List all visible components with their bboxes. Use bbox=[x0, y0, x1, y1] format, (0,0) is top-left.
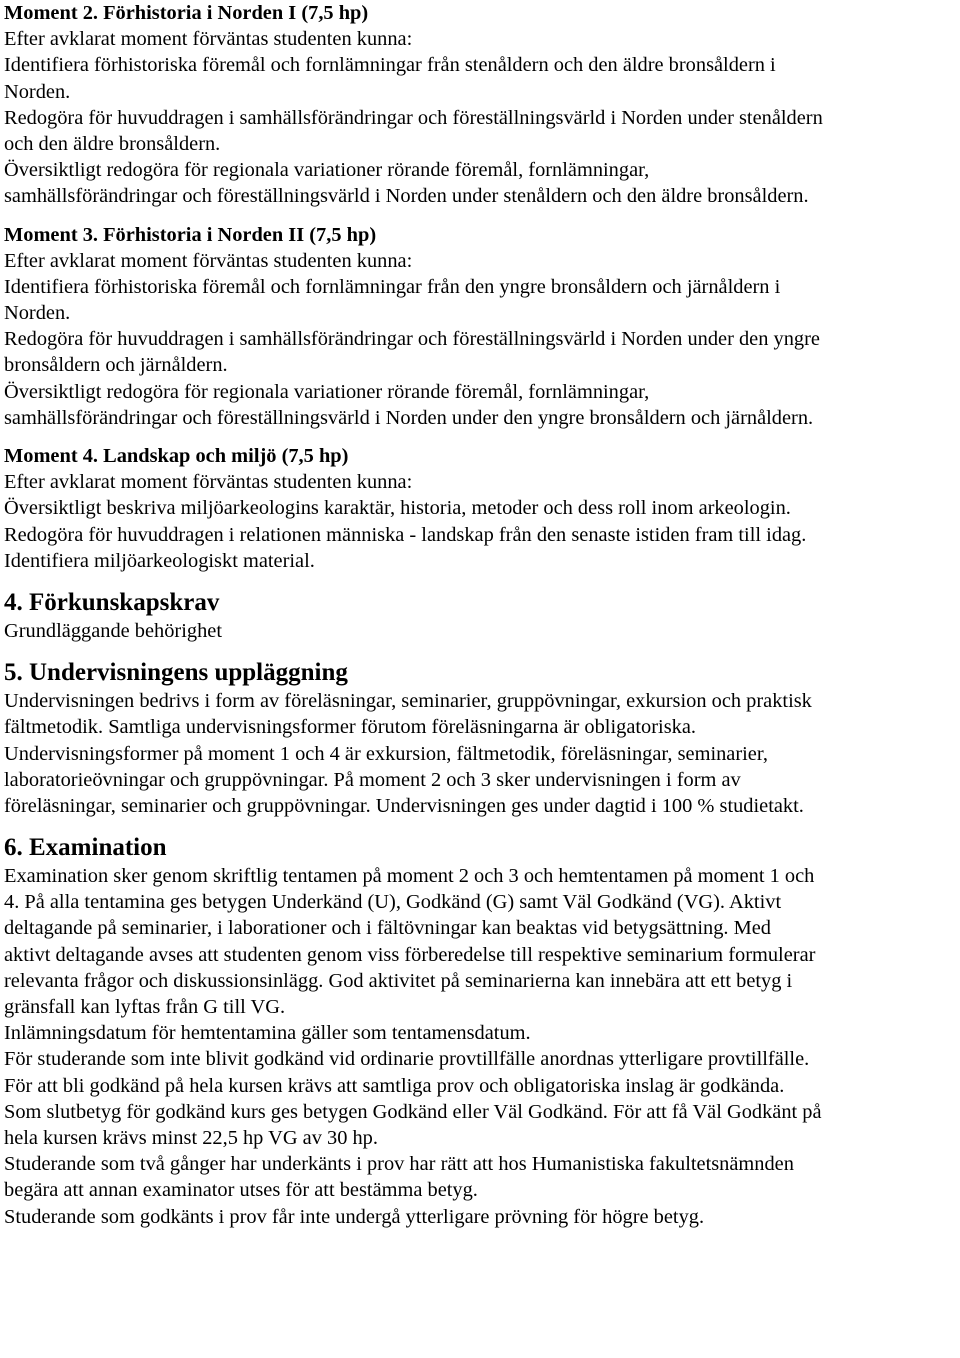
spacer bbox=[4, 431, 956, 443]
moment-3-line: Identifiera förhistoriska föremål och fornlämningar från den yngre bronsåldern och järnåldern i bbox=[4, 275, 781, 298]
section-6-line: deltagande på seminarier, i laborationer och i fältövningar kan beaktas vid betygsättning. Med bbox=[4, 917, 771, 940]
moment-3-line: Översiktligt redogöra för regionala variationer rörande föremål, fornlämningar, bbox=[4, 380, 650, 403]
moment-3-name: Förhistoria i Norden II (7,5 hp) bbox=[98, 223, 377, 246]
moment-3-line: Redogöra för huvuddragen i samhällsförändringar och föreställningsvärld i Norden under den yngre bbox=[4, 328, 820, 351]
spacer bbox=[4, 574, 956, 586]
section-5-line: Undervisningsformer på moment 1 och 4 är exkursion, fältmetodik, föreläsningar, seminarier, bbox=[4, 742, 768, 765]
section-6-line: hela kursen krävs minst 22,5 hp VG av 30 hp. bbox=[4, 1126, 378, 1149]
moment-4-line: Översiktligt beskriva miljöarkeologins karaktär, historia, metoder och dess roll inom arkeologin. bbox=[4, 497, 791, 520]
section-6-line: Inlämningsdatum för hemtentamina gäller som tentamensdatum. bbox=[4, 1022, 531, 1045]
document-page bbox=[4, 0, 956, 1230]
moment-3-intro: Efter avklarat moment förväntas studenten kunna: bbox=[4, 249, 413, 272]
section-5 bbox=[4, 658, 956, 819]
moment-2-line: Identifiera förhistoriska föremål och fornlämningar från stenåldern och den äldre bronsåldern i bbox=[4, 54, 776, 77]
section-4-heading: 4. Förkunskapskrav bbox=[4, 588, 220, 616]
section-5-line: fältmetodik. Samtliga undervisningsformer förutom föreläsningarna är obligatoriska. bbox=[4, 716, 696, 739]
moment-3-line: samhällsförändringar och föreställningsvärld i Norden under den yngre bronsåldern och järnåldern. bbox=[4, 406, 814, 429]
section-6-heading: 6. Examination bbox=[4, 834, 167, 862]
moment-2-line: samhällsförändringar och föreställningsvärld i Norden under stenåldern och den äldre bronsåldern. bbox=[4, 185, 809, 208]
moment-2-intro: Efter avklarat moment förväntas studenten kunna: bbox=[4, 28, 413, 51]
section-5-line: laboratorieövningar och gruppövningar. På moment 2 och 3 sker undervisningen i form av bbox=[4, 768, 741, 791]
moment-4-intro: Efter avklarat moment förväntas studenten kunna: bbox=[4, 471, 413, 494]
moment-3-line: bronsåldern och järnåldern. bbox=[4, 354, 228, 377]
section-6 bbox=[4, 833, 956, 1230]
section-4-line: Grundläggande behörighet bbox=[4, 619, 222, 642]
section-6-line: För studerande som inte blivit godkänd vid ordinarie provtillfälle anordnas ytterligare provtillfälle. bbox=[4, 1048, 810, 1071]
moment-4-line: Identifiera miljöarkeologiskt material. bbox=[4, 549, 315, 572]
section-6-line: Studerande som två gånger har underkänts i prov har rätt att hos Humanistiska fakultetsnämnden bbox=[4, 1153, 794, 1176]
section-6-line: Studerande som godkänts i prov får inte undergå ytterligare prövning för högre betyg. bbox=[4, 1205, 705, 1228]
moment-2-line: och den äldre bronsåldern. bbox=[4, 132, 221, 155]
spacer bbox=[4, 819, 956, 831]
section-6-line: relevanta frågor och diskussionsinlägg. God aktivitet på seminarierna kan innebära att ett betyg i bbox=[4, 969, 793, 992]
moment-4-line: Redogöra för huvuddragen i relationen människa - landskap från den senaste istiden fram till idag. bbox=[4, 523, 807, 546]
moment-2-line: Redogöra för huvuddragen i samhällsförändringar och föreställningsvärld i Norden under stenåldern bbox=[4, 106, 823, 129]
section-6-line: 4. På alla tentamina ges betygen Underkänd (U), Godkänd (G) samt Väl Godkänd (VG). Aktivt bbox=[4, 891, 782, 914]
moment-3-line: Norden. bbox=[4, 302, 71, 325]
section-6-line: Examination sker genom skriftlig tentamen på moment 2 och 3 och hemtentamen på moment 1 och bbox=[4, 865, 815, 888]
section-6-line: För att bli godkänd på hela kursen krävs att samtliga prov och obligatoriska inslag är godkända. bbox=[4, 1074, 785, 1097]
moment-2-title bbox=[4, 0, 956, 26]
spacer bbox=[4, 210, 956, 222]
section-5-heading: 5. Undervisningens uppläggning bbox=[4, 659, 348, 687]
moment-2-line: Norden. bbox=[4, 80, 71, 103]
section-6-line: Som slutbetyg för godkänd kurs ges betygen Godkänd eller Väl Godkänd. För att få Väl Godkänt på bbox=[4, 1100, 822, 1123]
moment-4-name: Landskap och miljö (7,5 hp) bbox=[98, 445, 349, 467]
moment-2-line: Översiktligt redogöra för regionala variationer rörande föremål, fornlämningar, bbox=[4, 159, 650, 182]
moment-3-title bbox=[4, 222, 956, 248]
moment-4-section bbox=[4, 443, 956, 574]
moment-4-title bbox=[4, 443, 956, 469]
moment-3-section bbox=[4, 222, 956, 432]
section-5-line: föreläsningar, seminarier och gruppövningar. Undervisningen ges under dagtid i 100 % studietakt. bbox=[4, 794, 804, 817]
moment-2-section bbox=[4, 0, 956, 210]
section-6-line: begära att annan examinator utses för att bestämma betyg. bbox=[4, 1179, 478, 1202]
section-6-line: aktivt deltagande avses att studenten genom viss förberedelse till respektive seminarium formulerar bbox=[4, 943, 816, 966]
section-6-line: gränsfall kan lyftas från G till VG. bbox=[4, 996, 286, 1018]
moment-2-name: Förhistoria i Norden I (7,5 hp) bbox=[98, 2, 369, 24]
moment-3-label: Moment 3. bbox=[4, 223, 98, 246]
spacer bbox=[4, 644, 956, 656]
section-5-line: Undervisningen bedrivs i form av föreläsningar, seminarier, gruppövningar, exkursion och praktisk bbox=[4, 690, 812, 713]
moment-4-label: Moment 4. bbox=[4, 445, 98, 467]
section-4 bbox=[4, 588, 956, 644]
moment-2-label: Moment 2. bbox=[4, 2, 98, 24]
